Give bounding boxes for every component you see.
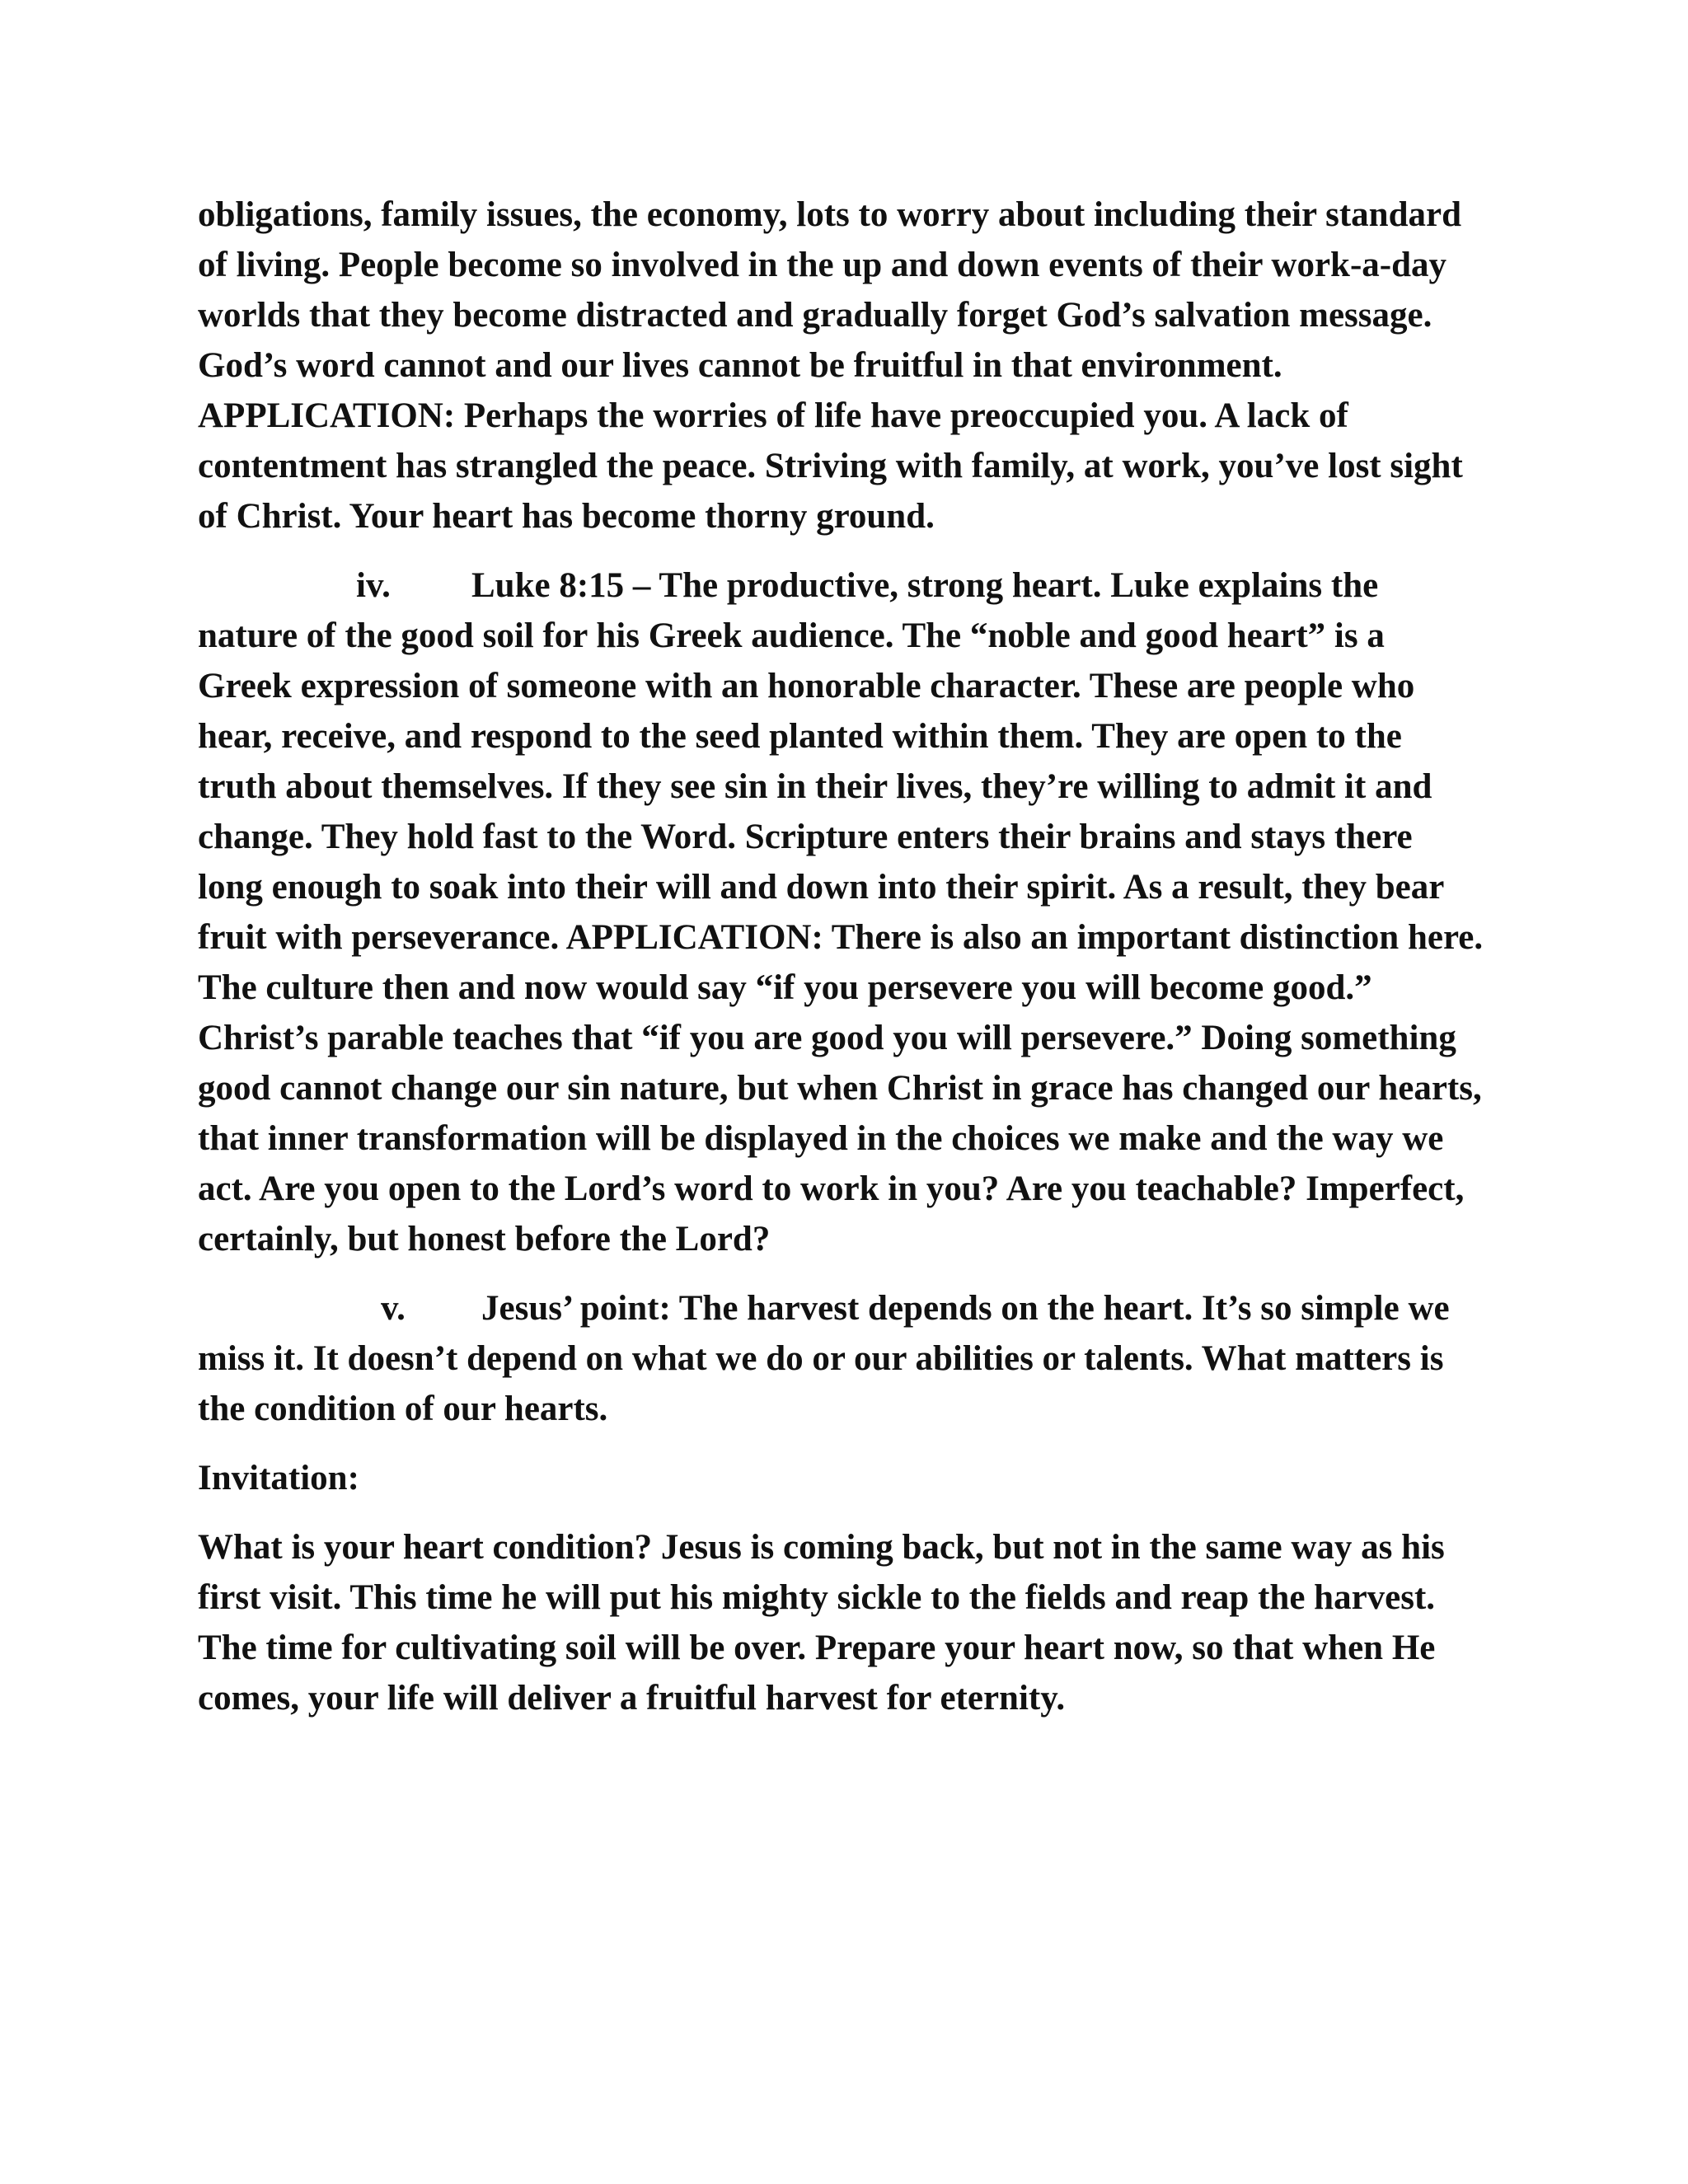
paragraph-text: Jesus’ point: The harvest depends on the heart. It’s so simple we miss it. It doesn’t depend on what we do or our abilities or talents. What matters is the condition of our hearts. [198, 1289, 1450, 1428]
paragraph-text: obligations, family issues, the economy, lots to worry about including their standard of living. People become so involved in the up and down events of their work-a-day worlds that they become distracted and gradually forget God’s salvation message. God’s word cannot and our lives cannot be fruitful in that environment. APPLICATION: Perhaps the worries of life have preoccupied you. A lack of contentment has strangled the peace. Striving with family, at work, you’ve lost sight of Christ. Your heart has become thorny ground. [198, 195, 1463, 536]
paragraph-text: What is your heart condition? Jesus is coming back, but not in the same way as his first visit. This time he will put his mighty sickle to the fields and reap the harvest. The time for cultivating soil will be over. Prepare your heart now, so that when He comes, your life will deliver a fruitful harvest for eternity. [198, 1528, 1445, 1718]
list-item-number: iv. [356, 566, 391, 605]
paragraph-thorny-ground [198, 190, 1484, 541]
section-heading-invitation [198, 1453, 1484, 1503]
paragraph-text: Luke 8:15 – The productive, strong heart. Luke explains the nature of the good soil for his Greek audience. The “noble and good heart” is a Greek expression of someone with an honorable character. These are people who hear, receive, and respond to the seed planted within them. They are open to the truth about themselves. If they see sin in their lives, they’re willing to admit it and change. They hold fast to the Word. Scripture enters their brains and stays there long enough to soak into their will and down into their spirit. As a result, they bear fruit with perseverance. APPLICATION: There is also an important distinction here. The culture then and now would say “if you persevere you will become good.” Christ’s parable teaches that “if you are good you will persevere.” Doing something good cannot change our sin nature, but when Christ in grace has changed our hearts, that inner transformation will be displayed in the choices we make and the way we act. Are you open to the Lord’s word to work in you? Are you teachable? Imperfect, certainly, but honest before the Lord? [198, 566, 1484, 1258]
heading-text: Invitation: [198, 1459, 359, 1497]
document-body [198, 190, 1484, 1742]
list-item-v [198, 1283, 1484, 1434]
list-item-number: v. [381, 1289, 406, 1328]
list-item-iv [198, 560, 1484, 1264]
paragraph-invitation [198, 1522, 1484, 1723]
